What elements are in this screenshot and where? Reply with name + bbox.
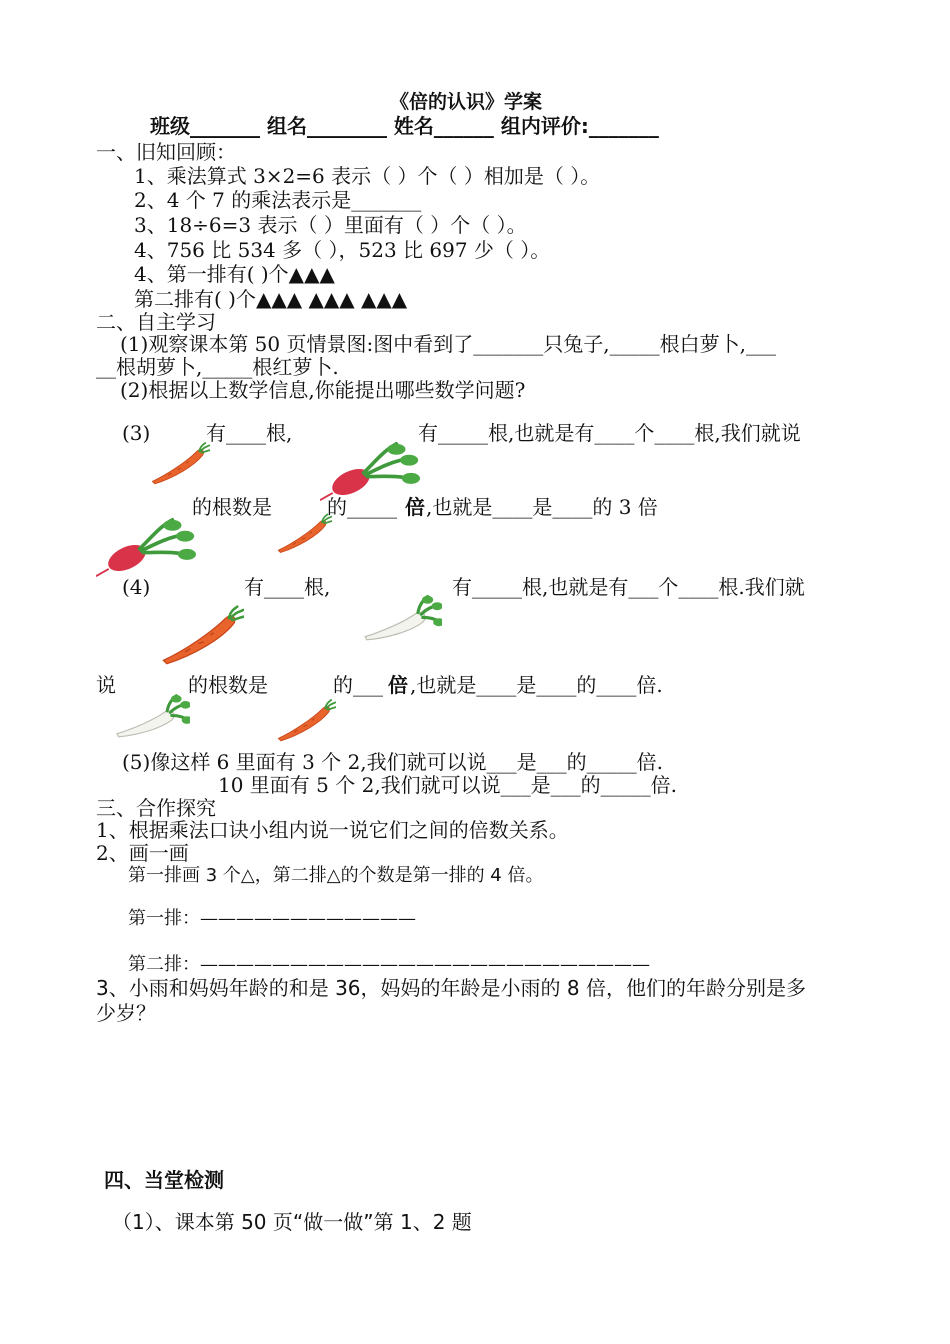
s2-part-4-times: 倍 [388,673,408,697]
s2-part-3-carrot-count: 有____根, [206,421,293,445]
s1-question-2: 2、4 个 7 的乘法表示是_______ [134,188,422,212]
s2-part-4-text-b: 的___ [333,673,383,697]
s4-question-1: （1）、课本第 50 页“做一做”第 1、2 题 [112,1210,472,1234]
section-3-heading: 三、合作探究 [96,796,216,820]
s2-part-4-text-c: ,也就是____是____的____倍. [410,673,663,697]
s2-part-4-number: (4) [122,575,151,599]
section-4-heading: 四、当堂检测 [104,1168,224,1192]
s2-part-1-line2: __根胡萝卜,_____根红萝卜. [96,355,339,379]
section-2-heading: 二、自主学习 [96,310,216,334]
carrot-icon [276,696,336,746]
s3-question-3-line1: 3、小雨和妈妈年龄的和是 36，妈妈的年龄是小雨的 8 倍，他们的年龄分别是多 [96,976,806,1000]
s3-question-1: 1、根据乘法口诀小组内说一说它们之间的倍数关系。 [96,818,569,842]
s2-part-3-text-b: 的_____ [327,495,397,519]
carrot-icon [276,510,332,558]
s3-question-3-line2: 少岁？ [96,1001,156,1025]
header-info-row: 班级_______ 组名________ 姓名______ 组内评价:_______ [150,114,659,138]
document-title: 《倍的认识》学案 [390,91,543,113]
s2-part-3-times: 倍 [405,495,425,519]
white-radish-icon [362,594,442,644]
s2-part-4-say: 说 [96,673,116,697]
section-1-heading: 一、旧知回顾： [96,140,236,164]
carrot-icon [150,440,210,488]
s2-part-3-number: (3) [122,421,151,445]
s3-draw-row-2: 第二排：————————————————————————— [128,954,650,975]
s3-question-2: 2、画一画 [96,841,189,865]
s2-part-4-text-a: 的根数是 [188,673,268,697]
s1-question-3: 3、18÷6=3 表示（ ）里面有（ ）个（ ）。 [134,213,527,237]
s2-part-3-text-a: 的根数是 [192,495,272,519]
carrot-icon [160,600,244,672]
s2-part-5-line2: 10 里面有 5 个 2,我们就可以说___是___的_____倍. [218,773,678,797]
s3-question-2-description: 第一排画 3 个△，第二排△的个数是第一排的 4 倍。 [128,865,544,886]
s2-part-2: (2)根据以上数学信息,你能提出哪些数学问题? [120,378,526,402]
s2-part-5-line1: (5)像这样 6 里面有 3 个 2,我们就可以说___是___的_____倍. [122,750,664,774]
s2-part-4-white-radish-count: 有_____根,也就是有___个____根.我们就 [452,575,805,599]
s2-part-3-radish-count: 有_____根,也就是有____个____根,我们就说 [418,421,801,445]
s2-part-3-text-c: ,也就是____是____的 3 倍 [426,495,658,519]
s1-question-4: 4、756 比 534 多（ ），523 比 697 少（ ）。 [134,238,551,262]
s2-part-4-carrot-count: 有____根, [244,575,331,599]
s1-question-5-row2: 第二排有( )个▲▲▲ ▲▲▲ ▲▲▲ [134,287,408,311]
s2-part-1-line1: (1)观察课本第 50 页情景图:图中看到了_______只兔子,_____根白萝卜,___ [120,332,776,356]
s3-draw-row-1: 第一排：———————————— [128,908,416,929]
s1-question-1: 1、乘法算式 3×2=6 表示（ ）个（ ）相加是（ ）。 [134,164,601,188]
s1-question-5-row1: 4、第一排有( )个▲▲▲ [134,262,335,286]
radish-icon [96,516,196,580]
white-radish-icon [114,694,190,740]
